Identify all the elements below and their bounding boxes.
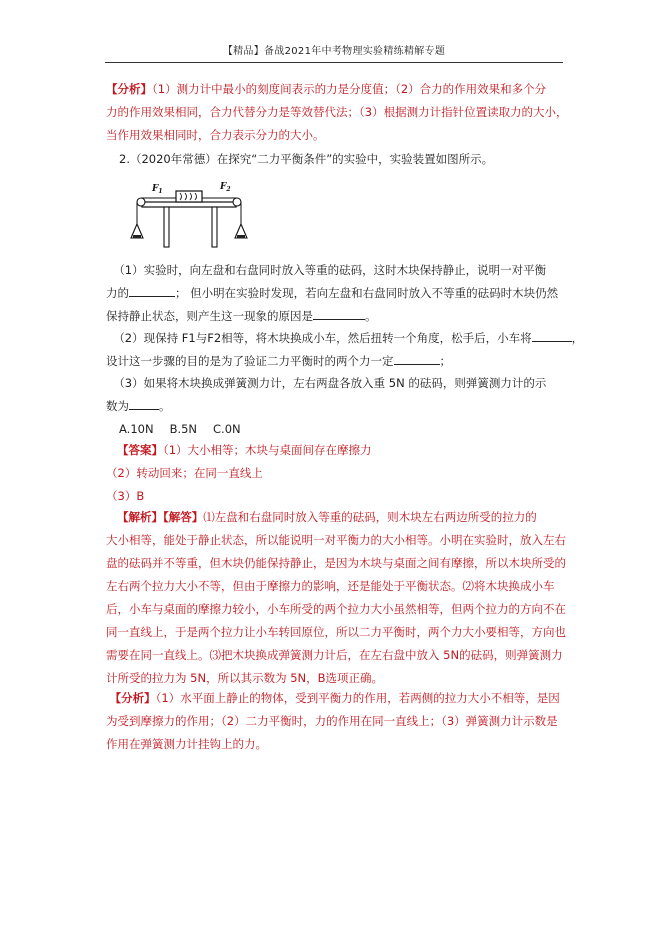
question-line: （1）实验时，向左盘和右盘同时放入等重的砝码，这时木块保持静止，说明一对平衡 <box>113 263 547 277</box>
question-line: 保持静止状态，则产生这一现象的原因是 <box>106 309 313 323</box>
page-header: 【精品】备战2021年中考物理实验精练精解专题 <box>105 42 563 63</box>
balance-apparatus-diagram <box>128 178 248 250</box>
analysis-tag: 【分析】 <box>109 691 156 705</box>
question-line: 设计这一步骤的目的是为了验证二力平衡时的两个力一定 <box>106 354 394 368</box>
answer-line: （2）转动回来；在同一直线上 <box>106 466 263 480</box>
solution-line: 计所受的拉力为 5N，所以其示数为 5N，B选项正确。 <box>106 671 384 685</box>
question-line: （3）如果将木块换成弹簧测力计，左右两盘各放入重 5N 的砝码，则弹簧测力计的示 <box>113 376 547 390</box>
analysis-1 <box>106 78 568 147</box>
analysis-line: （1）水平面上静止的物体，受到平衡力的作用，若两侧的拉力大小不相等，是因 <box>155 691 560 705</box>
question-part-1 <box>106 259 558 328</box>
force-label-f1: $F_1$ <box>152 184 163 195</box>
question-line: 数为 <box>106 399 129 413</box>
answer-line: （1）大小相等；木块与桌面间存在摩擦力 <box>162 443 372 457</box>
solution-line: 左右两个拉力大小不等，但由于摩擦力的影响，还是能处于平衡状态。⑵将木块换成小车 <box>106 579 555 593</box>
analysis-line: 力的作用效果相同，合力代替分力是等效替代法；（3）根据测力计指针位置读取力的大小， <box>106 105 568 119</box>
question-part-2 <box>106 327 583 373</box>
analysis-line: 当作用效果相同时，合力表示分力的大小。 <box>106 128 325 142</box>
question-line: 。 <box>365 309 377 323</box>
answer-blank[interactable] <box>129 283 175 297</box>
option-a: A.10N <box>119 422 154 436</box>
option-c: C.0N <box>213 422 241 436</box>
table-leg-right <box>212 207 217 247</box>
answer-blank[interactable] <box>313 306 365 320</box>
answer-tag: 【答案】 <box>116 443 163 457</box>
question-line: （2）现保持 F1与F2相等，将木块换成小车，然后扭转一个角度，松手后，小车将 <box>113 331 532 345</box>
analysis-tag: 【分析】 <box>106 82 152 96</box>
analysis-line: （1）测力计中最小的刻度间表示的力是分度值；（2）合力的作用效果和多个分 <box>152 82 547 96</box>
pulley-left <box>137 198 145 206</box>
solution-line: 需要在同一直线上。⑶把木块换成弹簧测力计后，在左右盘中放入 5N的砝码，则弹簧测力 <box>106 648 563 662</box>
question-line: ， <box>571 331 584 345</box>
force-label-f2: $F_2$ <box>220 182 231 193</box>
answer-line: （3）B <box>106 489 145 503</box>
question-header: 2.（2020年常德）在探究“二力平衡条件”的实验中，实验装置如图所示。 <box>119 152 494 166</box>
question-line: 力的 <box>106 286 129 300</box>
wooden-block <box>176 191 202 202</box>
solution-line: 后，小车与桌面的摩擦力较小，小车所受的两个拉力大小虽然相等，但两个拉力的方向不在 <box>106 602 566 616</box>
solution-tag: 【解析】【解答】 <box>116 510 204 524</box>
analysis-line: 作用在弹簧测力计挂钩上的力。 <box>106 737 267 751</box>
solution-line: 大小相等，能处于静止状态，所以能说明一对平衡力的大小相等。小明在实验时，放入左右 <box>106 533 566 547</box>
solution-line: ⑴左盘和右盘同时放入等重的砝码，则木块左右两边所受的拉力的 <box>203 510 537 524</box>
question-line: 。 <box>159 399 171 413</box>
analysis-2 <box>106 687 560 756</box>
options-row <box>119 418 241 441</box>
question-line: ； <box>439 354 451 368</box>
question-line: ； 但小明在实验时发现，若向左盘和右盘同时放入不等重的砝码时木块仍然 <box>175 286 559 300</box>
answer-blank[interactable] <box>532 328 572 342</box>
answer-blank[interactable] <box>394 351 440 365</box>
solution-line: 盘的砝码并不等重，但木块仍能保持静止，是因为木块与桌面之间有摩擦，所以木块所受的 <box>106 556 566 570</box>
pulley-right <box>233 198 241 206</box>
analysis-line: 为受到摩擦力的作用；（2）二力平衡时，力的作用在同一直线上；（3）弹簧测力计示数是 <box>106 714 558 728</box>
option-b: B.5N <box>169 422 198 436</box>
solution-line: 同一直线上，于是两个拉力让小车转回原位，所以二力平衡时，两个力大小要相等，方向也 <box>106 625 566 639</box>
table-leg-left <box>164 207 169 247</box>
solution-block <box>106 506 566 690</box>
question-part-3 <box>106 372 546 418</box>
table-top <box>142 202 236 207</box>
answer-blank[interactable] <box>129 396 159 410</box>
answer-block <box>106 439 372 508</box>
